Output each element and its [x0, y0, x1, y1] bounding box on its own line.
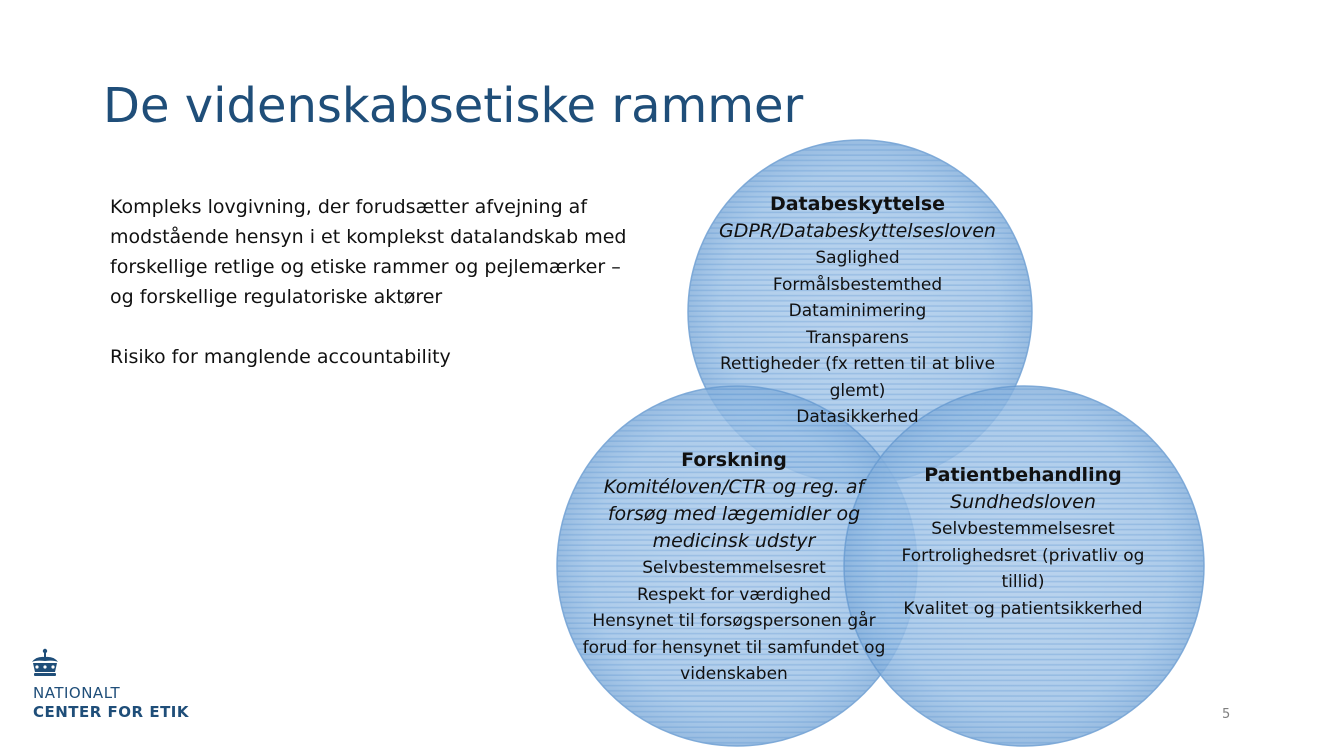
- list-item: Fortrolighedsret (privatliv og tillid): [901, 545, 1145, 592]
- logo-line-1: NATIONALT: [33, 684, 121, 702]
- list-item: Kvalitet og patientsikkerhed: [903, 598, 1143, 619]
- list-item: Hensynet til forsøgspersonen går forud for hensynet til samfundet og videnskaben: [582, 611, 886, 684]
- list-item: Respekt for værdighed: [636, 584, 832, 605]
- list-item: Saglighed: [815, 248, 900, 268]
- list-item: Formålsbestemthed: [772, 274, 943, 295]
- forskning-law: Komitéloven/CTR og reg. af forsøg med lægemidler og medicinsk udstyr: [603, 476, 865, 552]
- list-item: Dataminimering: [788, 301, 927, 321]
- list-item: Selvbestemmelsesret: [931, 519, 1115, 539]
- crown-icon: [28, 648, 62, 682]
- list-item: Selvbestemmelsesret: [642, 558, 826, 578]
- page-number: 5: [1222, 707, 1231, 722]
- databeskyttelse-heading: Databeskyttelse: [769, 193, 946, 215]
- patientbehandling-law: Sundhedsloven: [950, 491, 1096, 513]
- list-item: Transparens: [806, 327, 909, 348]
- databeskyttelse-text: [700, 190, 1015, 431]
- slide-title: De videnskabsetiske rammer: [103, 78, 804, 134]
- intro-paragraph-1: Kompleks lovgivning, der forudsætter afvejning af modstående hensyn i et komplekst datalandskab med forskellige retlige og etiske rammer og pejlemærker – og forskellige regulatoriske aktører: [110, 196, 627, 308]
- patientbehandling-heading: Patientbehandling: [924, 464, 1122, 486]
- forskning-heading: Forskning: [681, 449, 787, 471]
- patientbehandling-text: [885, 461, 1161, 622]
- intro-paragraph-2: Risiko for manglende accountability: [110, 346, 451, 368]
- logo-line-2: CENTER FOR ETIK: [33, 703, 190, 721]
- list-item: Datasikkerhed: [796, 407, 919, 427]
- forskning-text: [576, 446, 892, 688]
- databeskyttelse-law: GDPR/Databeskyttelsesloven: [719, 220, 996, 242]
- list-item: Rettigheder (fx retten til at blive glemt): [719, 354, 996, 401]
